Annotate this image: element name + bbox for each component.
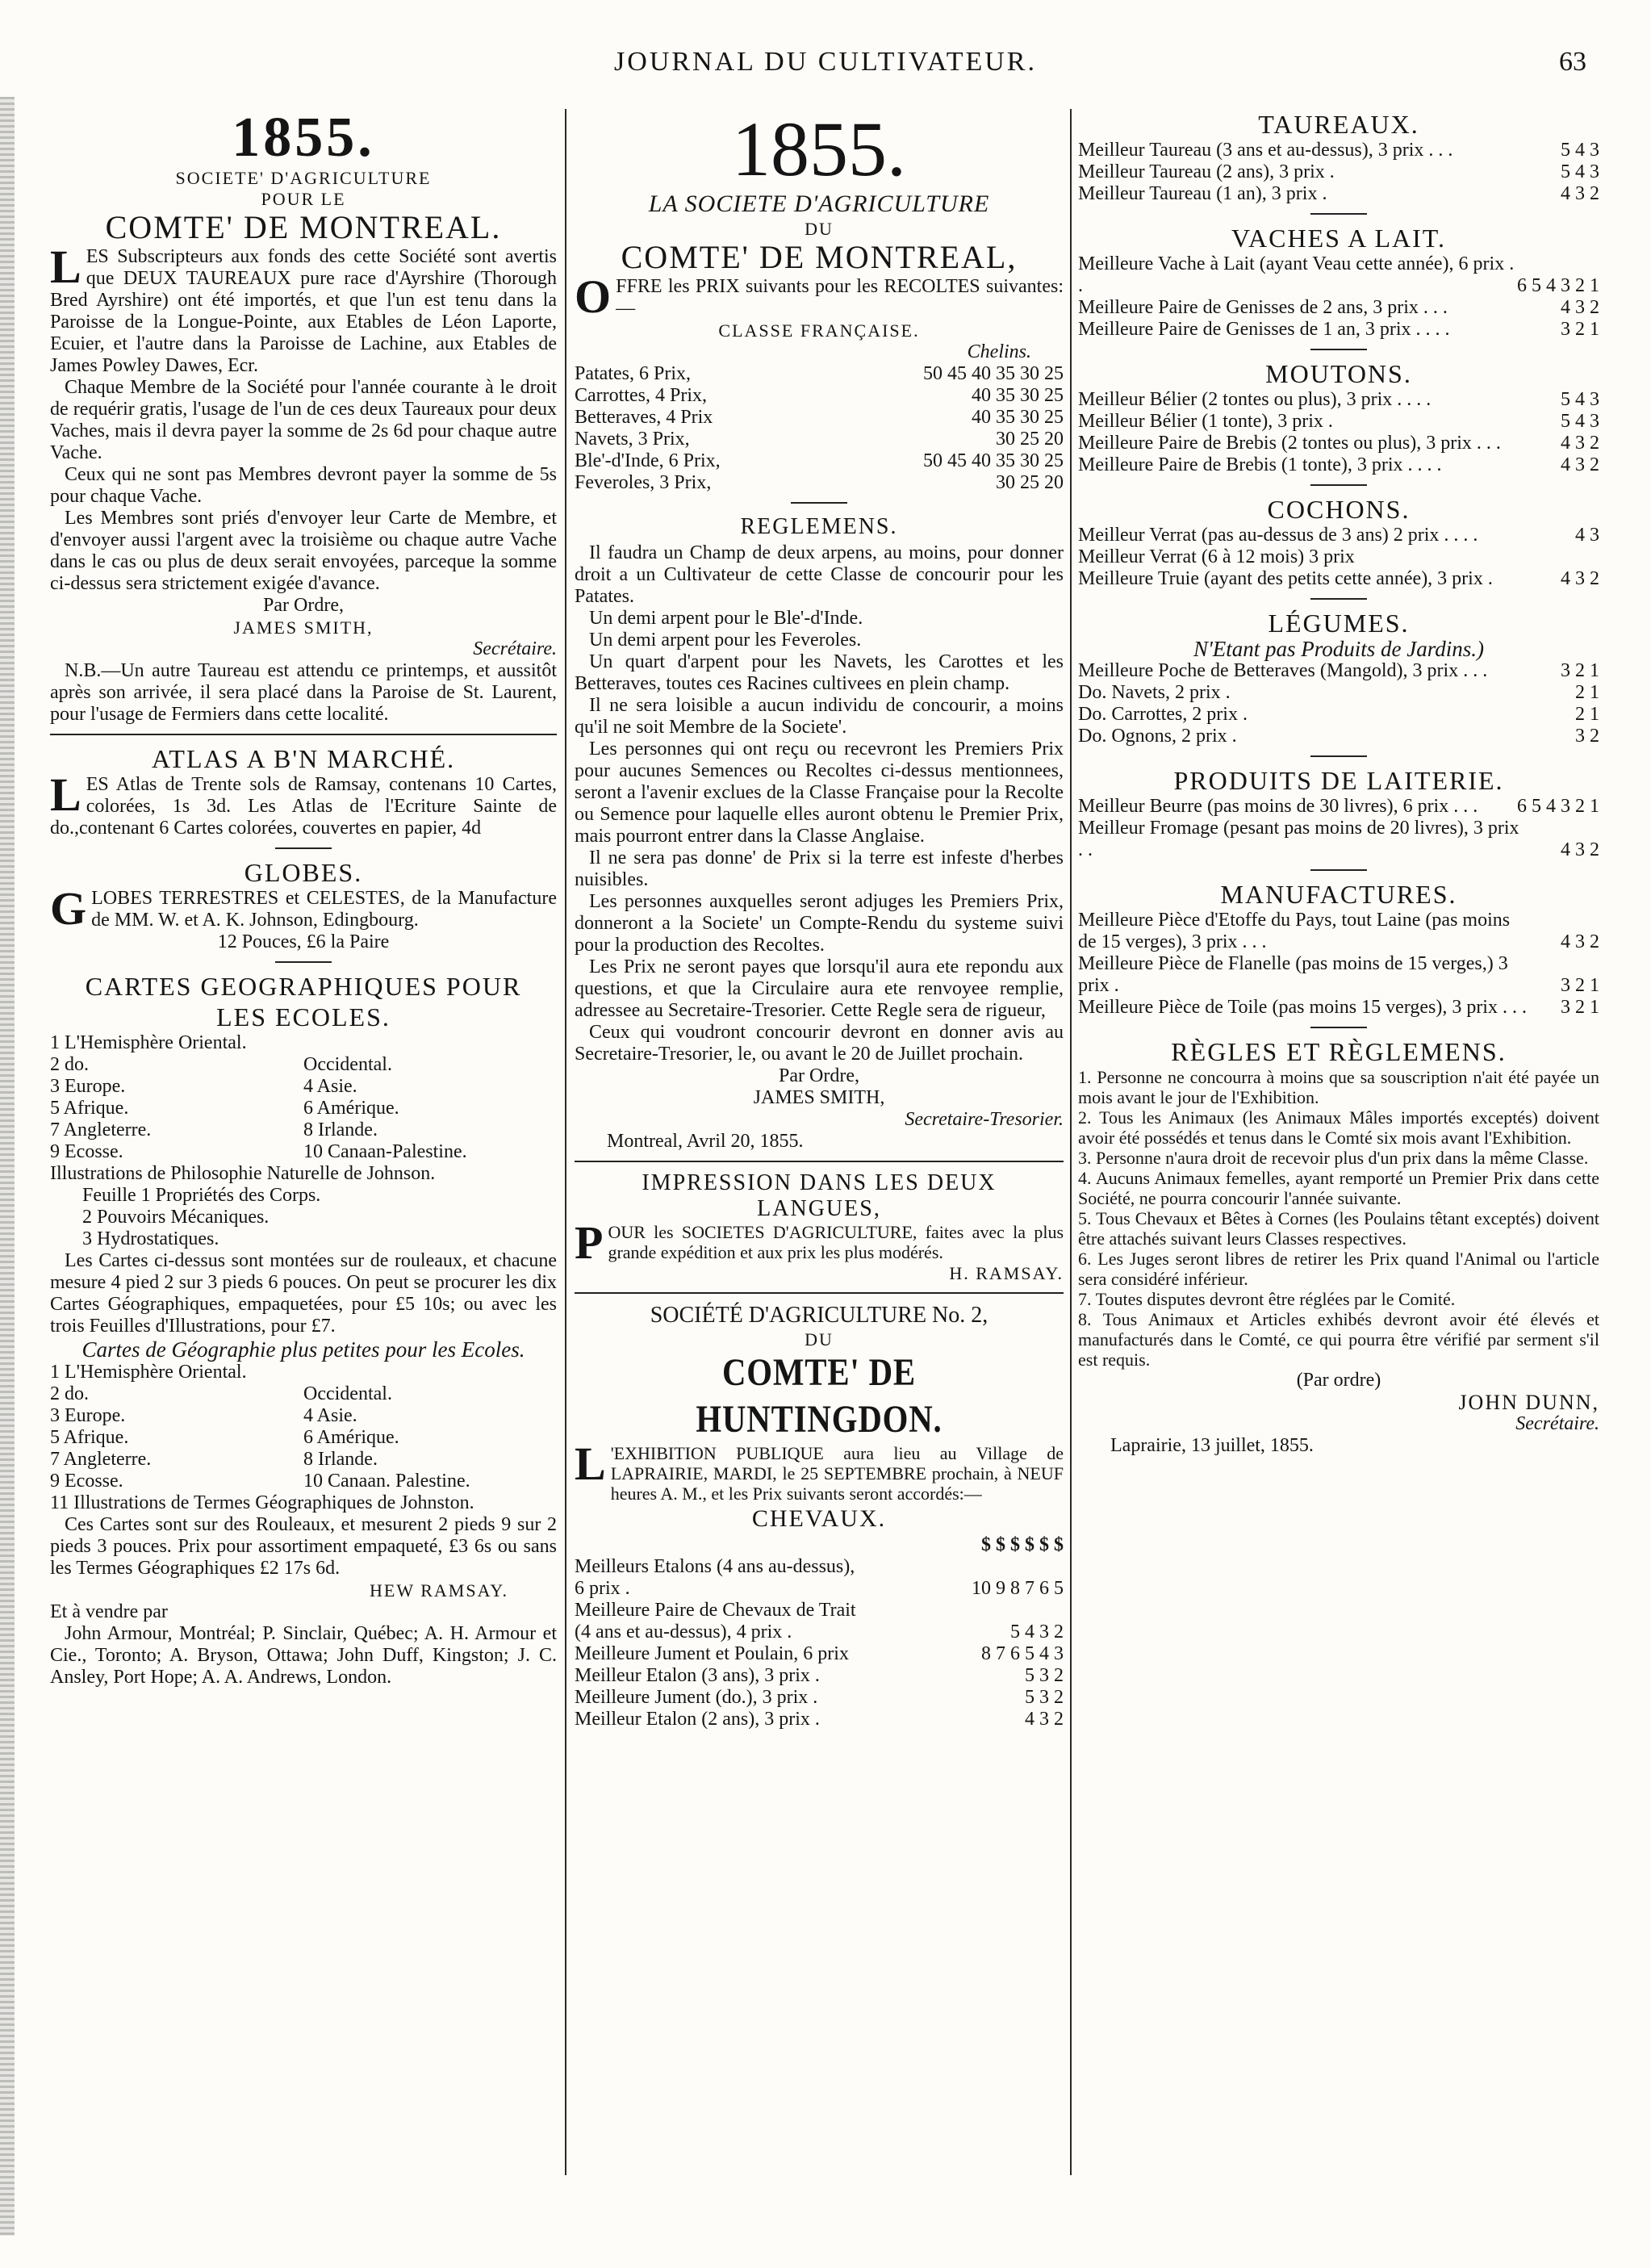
table-row	[1078, 546, 1599, 568]
petites-item-11: 11 Illustrations de Termes Géographiques de Johnston.	[50, 1492, 474, 1513]
table-row	[575, 1578, 1064, 1600]
row-label: Meilleure Paire de Genisses de 1 an, 3 prix . . . .	[1078, 319, 1450, 340]
row-label: Do. Navets, 2 prix .	[1078, 682, 1231, 703]
row-label: Meilleur Taureau (2 ans), 3 prix .	[1078, 161, 1335, 182]
list-item-right: Occidental.	[303, 1383, 392, 1404]
cartes-list	[50, 1032, 557, 1163]
divider	[1310, 484, 1367, 486]
reglemens-paragraph: Les personnes qui ont reçu ou recevront les Premiers Prix pour aucunes Semences ou Recoltes ci-dessus mentionnees, seront a l'avenir exclues de la Classe Française pour la Recolte ou Semence pour laquelle elles auront obtenu le Premier Prix, mais pourront entrer dans la Classe Anglaise.	[575, 739, 1064, 847]
date-line: Laprairie, 13 juillet, 1855.	[1110, 1435, 1314, 1456]
row-values: 4 3 2	[1025, 1709, 1064, 1730]
table-row	[575, 429, 1064, 450]
table-row	[1078, 660, 1599, 682]
table-row	[1078, 568, 1599, 590]
table-row	[1078, 704, 1599, 726]
impression-title: IMPRESSION DANS LES DEUX	[642, 1170, 997, 1195]
row-label: Meilleur Bélier (2 tontes ou plus), 3 prix . . . .	[1078, 389, 1432, 410]
row-label: Meilleur Taureau (1 an), 3 prix .	[1078, 183, 1327, 204]
table-row	[575, 1687, 1064, 1709]
impression-title: LANGUES,	[757, 1196, 881, 1221]
signature: JAMES SMITH,	[753, 1087, 885, 1108]
table-row	[1078, 319, 1599, 341]
chevaux-title: CHEVAUX.	[751, 1505, 887, 1532]
table-row	[575, 1709, 1064, 1730]
row-label: Do. Carrottes, 2 prix .	[1078, 704, 1248, 725]
row-values: 4 3 2	[1561, 183, 1599, 204]
column-right	[1078, 109, 1599, 2207]
table-row	[1078, 411, 1599, 433]
row-values: 3 2	[1575, 726, 1599, 747]
globes-text: GLOBES TERRESTRES et CELESTES, de la Manufacture de MM. W. et A. K. Johnson, Edingbourg.	[50, 882, 557, 935]
list-item-left: 9 Ecosse.	[50, 1471, 123, 1492]
list-item-left: 2 do.	[50, 1054, 89, 1075]
table-row	[575, 472, 1064, 494]
list-item	[50, 1471, 557, 1492]
list-item-left: 2 do.	[50, 1383, 89, 1404]
moutons-table	[1078, 389, 1599, 476]
table-row	[1078, 140, 1599, 161]
list-item	[50, 1383, 557, 1405]
row-label: Navets, 3 Prix,	[575, 429, 690, 450]
regle-item: 1. Personne ne concourra à moins que sa souscription n'ait été payée un mois avant le jour de l'Exhibition.	[1078, 1067, 1599, 1107]
reglemens-paragraph: Un quart d'arpent pour les Navets, les Carottes et les Betteraves, toutes ces Racines cultivees en plein champ.	[575, 651, 1064, 694]
feuille-item: 3 Hydrostatiques.	[82, 1228, 219, 1249]
divider	[1310, 1027, 1367, 1028]
signature: JAMES SMITH,	[233, 617, 374, 638]
list-item-right: 6 Amérique.	[303, 1427, 399, 1448]
reglemens-paragraph: Un demi arpent pour les Feveroles.	[589, 630, 862, 651]
list-item-left: 7 Angleterre.	[50, 1119, 152, 1140]
society-title: COMTE' DE MONTREAL,	[621, 239, 1018, 275]
cartes-title: CARTES GEOGRAPHIQUES POUR	[85, 972, 522, 1001]
row-label: Carrottes, 4 Prix,	[575, 385, 707, 406]
notice-paragraph: Les Membres sont priés d'envoyer leur Carte de Membre, et d'envoyer aussi l'argent avec la troisième ou chaque autre Vache dans le cas ou plus de deux serait envoyées, parceque la somme ci-dessus sera strictement exigée d'avance.	[50, 508, 557, 594]
table-row	[575, 1665, 1064, 1687]
row-values: 2 1	[1575, 682, 1599, 703]
row-values: 30 25 20	[996, 472, 1064, 493]
year-heading: 1855.	[732, 109, 906, 192]
petites-list	[50, 1362, 557, 1492]
divider	[575, 1292, 1064, 1294]
page-number: 63	[1559, 47, 1586, 77]
row-label: Feveroles, 3 Prix,	[575, 472, 712, 493]
table-row	[1078, 161, 1599, 183]
ramsay-signature: H. RAMSAY.	[949, 1263, 1064, 1283]
row-label: Meilleure Pièce d'Etoffe du Pays, tout Laine (pas moins de 15 verges), 3 prix . . .	[1078, 910, 1511, 952]
regle-item: 7. Toutes disputes devront être réglées par le Comité.	[1078, 1289, 1456, 1309]
huntingdon-title: COMTE' DE HUNTINGDON.	[696, 1351, 943, 1441]
row-label: Meilleure Truie (ayant des petits cette année), 3 prix .	[1078, 568, 1493, 589]
list-item-right: 10 Canaan. Palestine.	[303, 1471, 470, 1492]
regles-list	[1078, 1067, 1599, 1370]
vaches-table	[1078, 253, 1599, 341]
offre-text: OFFRE les PRIX suivants pour les RECOLTES suivantes:—	[575, 270, 1064, 323]
regle-item: 6. Les Juges seront libres de retirer les Prix quand l'Animal ou l'article sera considéré inférieur.	[1078, 1249, 1599, 1289]
row-label: Ble'-d'Inde, 6 Prix,	[575, 450, 721, 471]
regle-item: 5. Tous Chevaux et Bêtes à Cornes (les Poulains têtant exceptés) doivent être attachés suivant leurs Classes respectives.	[1078, 1208, 1599, 1249]
row-label: Meilleure Paire de Genisses de 2 ans, 3 prix . . .	[1078, 297, 1448, 318]
par-ordre: Par Ordre,	[263, 595, 344, 616]
row-values: 30 25 20	[996, 429, 1064, 450]
list-item-left: 5 Afrique.	[50, 1098, 129, 1119]
row-label: Meilleur Etalon (3 ans), 3 prix .	[575, 1665, 820, 1686]
row-values: 5 3 2	[1025, 1665, 1064, 1686]
column-rule	[565, 109, 566, 2175]
signature-hew: HEW RAMSAY.	[370, 1580, 508, 1601]
divider	[791, 502, 847, 504]
cochons-title: COCHONS.	[1267, 495, 1411, 524]
row-label: Meilleure Jument et Poulain, 6 prix	[575, 1643, 849, 1664]
list-item-left: 1 L'Hemisphère Oriental.	[50, 1032, 247, 1053]
table-row	[575, 450, 1064, 472]
row-label: Meilleur Taureau (3 ans et au-dessus), 3 prix . . .	[1078, 140, 1453, 161]
list-item-left: 9 Ecosse.	[50, 1141, 123, 1162]
row-values: 4 3 2	[1561, 568, 1599, 589]
legumes-subtitle: N'Etant pas Produits de Jardins.)	[1193, 637, 1485, 661]
row-values: 50 45 40 35 30 25	[923, 450, 1064, 471]
row-values: 40 35 30 25	[972, 407, 1064, 428]
row-values: 4 3 2	[1561, 454, 1599, 475]
society-line: SOCIETE' D'AGRICULTURE	[175, 168, 432, 188]
row-values: 4 3 2	[1561, 297, 1599, 318]
table-row	[1078, 682, 1599, 704]
table-row	[1078, 818, 1599, 861]
reglemens-paragraph: Un demi arpent pour le Ble'-d'Inde.	[589, 608, 863, 629]
row-label: Betteraves, 4 Prix	[575, 407, 713, 428]
row-values: 2 1	[1575, 704, 1599, 725]
row-values: 4 3 2	[1561, 433, 1599, 454]
notice-paragraph: LES Subscripteurs aux fonds des cette Société sont avertis que DEUX TAUREAUX pure race d'Ayrshire (Thorough Bred Ayrshire) ont été importés, et que l'un est tenu dans la Paroisse de la Longue-Pointe, aux Etables de Léon Laporte, Ecuier, et l'autre dans la Paroisse de Lachine, aux Etables de James Powley Dawes, Ecr.	[50, 241, 557, 376]
table-row	[1078, 389, 1599, 411]
society-line: POUR LE	[261, 189, 346, 209]
table-row	[1078, 796, 1599, 818]
classe-label: CLASSE FRANÇAISE.	[718, 320, 920, 341]
drop-cap: L	[50, 241, 82, 293]
reglemens-paragraph: Ceux qui voudront concourir devront en donner avis au Secretaire-Tresorier, le, ou avant le 20 de Juillet prochain.	[575, 1022, 1064, 1065]
manufactures-table	[1078, 910, 1599, 1019]
table-row	[1078, 953, 1599, 997]
table-row	[1078, 183, 1599, 205]
divider	[275, 847, 332, 849]
cartes-paragraph: Les Cartes ci-dessus sont montées sur de rouleaux, et chacune mesure 4 pied 2 sur 3 pieds 6 pouces. On peut se procurer les dix Cartes Géographiques, empaquetées, pour £5 10s; ou avec les trois Feuilles d'Illustrations, pour £7.	[50, 1250, 557, 1337]
chelins-label: Chelins.	[967, 341, 1031, 362]
taureaux-title: TAUREAUX.	[1258, 110, 1419, 139]
table-row	[1078, 253, 1599, 297]
divider	[1310, 349, 1367, 350]
feuille-item: 2 Pouvoirs Mécaniques.	[82, 1207, 270, 1228]
column-middle	[575, 109, 1064, 2207]
signature-title: Secrétaire.	[1515, 1413, 1599, 1434]
reglemens-paragraph: Les Prix ne seront payes que lorsqu'il aura ete repondu aux questions, et que la Circulaire aura ete renvoyee remplie, adressee au Secretaire-Tresorier. Cette Regle sera de rigueur,	[575, 956, 1064, 1021]
running-title: JOURNAL DU CULTIVATEUR.	[614, 47, 1037, 77]
regle-item: 8. Tous Animaux et Articles exhibés devront avoir été élevés et manufacturés dans le Comté, ce qui pourra être vérifié par serment s'il est requis.	[1078, 1309, 1599, 1370]
table-row	[1078, 454, 1599, 476]
row-label: Meilleurs Etalons (4 ans au-dessus),	[575, 1556, 855, 1577]
reglemens-paragraph: Il ne sera loisible a aucun individu de concourir, a moins qu'il ne soit Membre de la Societe'.	[575, 695, 1064, 738]
notice-paragraph: Chaque Membre de la Société pour l'année courante à le droit de requérir gratis, l'usage de l'un de ces deux Taureaux pour deux Vaches, mais il devra payer la somme de 2s 6d pour chaque autre Vache.	[50, 377, 557, 463]
reglemens-paragraph: Il faudra un Champ de deux arpens, au moins, pour donner droit a un Cultivateur de cette Classe de concourir pour les Patates.	[575, 542, 1064, 607]
row-values: 3 2 1	[1561, 319, 1599, 340]
feuille-list	[50, 1185, 557, 1250]
list-item-left: 7 Angleterre.	[50, 1449, 152, 1470]
row-label: Meilleur Etalon (2 ans), 3 prix .	[575, 1709, 820, 1730]
row-values: 6 5 4 3 2 1	[1517, 275, 1599, 296]
row-values: 3 2 1	[1561, 997, 1599, 1018]
row-label: Meilleur Bélier (1 tonte), 3 prix .	[1078, 411, 1333, 432]
list-item-right	[303, 1362, 557, 1383]
row-label: Meilleure Paire de Brebis (2 tontes ou plus), 3 prix . . .	[1078, 433, 1501, 454]
row-values: 3 2 1	[1561, 660, 1599, 681]
laiterie-title: PRODUITS DE LAITERIE.	[1173, 766, 1504, 795]
row-values: 3 2 1	[1561, 975, 1599, 996]
feuille-item: Feuille 1 Propriétés des Corps.	[82, 1185, 321, 1206]
row-values: 40 35 30 25	[972, 385, 1064, 406]
table-row	[575, 385, 1064, 407]
page-header	[32, 47, 1619, 82]
row-values: 5 4 3	[1561, 161, 1599, 182]
reglemens-paragraphs	[575, 542, 1064, 1065]
nota-bene: N.B.—Un autre Taureau est attendu ce printemps, et aussitôt après son arrivée, il sera placé dans la Paroise de St. Laurent, pour l'usage de Fermiers dans cette localité.	[50, 660, 557, 725]
column-left	[50, 109, 557, 2207]
table-row	[575, 1600, 1064, 1621]
row-label: Meilleur Fromage (pesant pas moins de 20 livres), 3 prix . .	[1078, 818, 1519, 860]
vaches-title: VACHES A LAIT.	[1231, 224, 1446, 253]
list-item	[50, 1449, 557, 1471]
prices-table	[575, 363, 1064, 494]
manufactures-title: MANUFACTURES.	[1220, 880, 1457, 909]
row-label: Meilleur Beurre (pas moins de 30 livres), 6 prix . . .	[1078, 796, 1478, 817]
row-label: 6 prix .	[575, 1578, 630, 1599]
row-label: Meilleure Jument (do.), 3 prix .	[575, 1687, 818, 1708]
list-item-left: 3 Europe.	[50, 1076, 126, 1097]
reglemens-paragraph: Les personnes auxquelles seront adjuges les Premiers Prix, donneront a la Societe' un Compte-Rendu du systeme suivi pour la production des Recoltes.	[575, 891, 1064, 956]
laiterie-table	[1078, 796, 1599, 861]
row-values: 6 5 4 3 2 1	[1517, 796, 1599, 817]
divider	[1310, 755, 1367, 757]
exhibition-text: L 'EXHIBITION PUBLIQUE aura lieu au Village de LAPRAIRIE, MARDI, le 25 SEPTEMBRE prochain, à NEUF heures A. M., et les Prix suivants seront accordés:—	[575, 1437, 1064, 1504]
dollar-header: $ $ $ $ $ $	[981, 1534, 1064, 1555]
vendre-line: Et à vendre par	[50, 1601, 168, 1622]
list-item	[50, 1098, 557, 1119]
legumes-table	[1078, 660, 1599, 747]
row-values: 8 7 6 5 4 3	[981, 1643, 1064, 1664]
row-values: 5 4 3 2	[1010, 1621, 1064, 1642]
row-values: 4 3 2	[1561, 931, 1599, 952]
cartes-paragraph-2: Ces Cartes sont sur des Rouleaux, et mesurent 2 pieds 9 sur 2 pieds 3 pouces. Prix pour assortiment empaqueté, £3 6s ou sans les Termes Géographiques £2 17s 6d.	[50, 1514, 557, 1579]
row-label: Meilleure Poche de Betteraves (Mangold), 3 prix . . .	[1078, 660, 1488, 681]
taureaux-table	[1078, 140, 1599, 205]
chevaux-table	[575, 1556, 1064, 1730]
row-values: 5 4 3	[1561, 389, 1599, 410]
row-label: Meilleure Vache à Lait (ayant Veau cette année), 6 prix . .	[1078, 253, 1515, 296]
signature-title: Secrétaire.	[473, 638, 557, 659]
list-item-left: 3 Europe.	[50, 1405, 126, 1426]
signature: JOHN DUNN,	[1458, 1391, 1599, 1414]
list-item-right: Occidental.	[303, 1054, 392, 1075]
list-item	[50, 1032, 557, 1054]
list-item	[50, 1362, 557, 1383]
row-values: 5 4 3	[1561, 411, 1599, 432]
list-item	[50, 1119, 557, 1141]
par-ordre: Par Ordre,	[779, 1065, 859, 1086]
date-line: Montreal, Avril 20, 1855.	[607, 1131, 804, 1152]
signature-title: Secretaire-Tresorier.	[905, 1109, 1064, 1130]
cochons-table	[1078, 525, 1599, 590]
table-row	[575, 1621, 1064, 1643]
society2-du: DU	[805, 1329, 834, 1350]
vendre-text: John Armour, Montréal; P. Sinclair, Québec; A. H. Armour et Cie., Toronto; A. Bryson, Ottawa; John Duff, Kingston; J. C. Ansley, Port Hope; A. A. Andrews, London.	[50, 1623, 557, 1688]
table-row	[1078, 433, 1599, 454]
regle-item: 2. Tous les Animaux (les Animaux Mâles importés exceptés) doivent avoir été possédés et tenus dans le Comté six mois avant l'Exhibition.	[1078, 1107, 1599, 1148]
row-label: Meilleure Paire de Chevaux de Trait	[575, 1600, 856, 1621]
row-label: Meilleure Pièce de Toile (pas moins 15 verges), 3 prix . . .	[1078, 997, 1527, 1018]
year-heading: 1855.	[232, 109, 375, 169]
row-label: Meilleur Verrat (pas au-dessus de 3 ans) 2 prix . . . .	[1078, 525, 1478, 546]
column-rule	[1070, 109, 1072, 2175]
row-values: 4 3 2	[1561, 839, 1599, 860]
list-item	[50, 1405, 557, 1427]
legumes-title: LÉGUMES.	[1268, 609, 1410, 638]
row-label: Patates, 6 Prix,	[575, 363, 691, 384]
table-row	[575, 363, 1064, 385]
table-row	[575, 407, 1064, 429]
atlas-title: ATLAS A B'N MARCHÉ.	[151, 744, 456, 773]
divider	[50, 734, 557, 735]
row-values: 4 3	[1575, 525, 1599, 546]
petites-title: Cartes de Géographie plus petites pour les Ecoles.	[82, 1337, 525, 1362]
cartes-title: LES ECOLES.	[216, 1002, 391, 1031]
table-row	[1078, 297, 1599, 319]
row-label: Meilleure Paire de Brebis (1 tonte), 3 prix . . . .	[1078, 454, 1442, 475]
list-item-right	[303, 1032, 557, 1054]
society-line: LA SOCIETE D'AGRICULTURE	[648, 190, 990, 217]
table-row	[1078, 726, 1599, 747]
atlas-text: LES Atlas de Trente sols de Ramsay, contenans 10 Cartes, colorées, 1s 3d. Les Atlas de l'Ecriture Sainte de do.,contenant 6 Cartes colorées, couvertes en papier, 4d	[50, 768, 557, 839]
impression-text: POUR les SOCIETES D'AGRICULTURE, faites avec la plus grande expédition et aux prix les plus modérés.	[575, 1216, 1064, 1269]
reglemens-paragraph: Il ne sera pas donne' de Prix si la terre est infeste d'herbes nuisibles.	[575, 847, 1064, 890]
reglemens-title: REGLEMENS.	[740, 514, 898, 539]
divider	[275, 961, 332, 963]
table-row	[575, 1643, 1064, 1665]
list-item-right: 8 Irlande.	[303, 1119, 378, 1140]
society2-line: SOCIÉTÉ D'AGRICULTURE No. 2,	[650, 1303, 989, 1328]
row-label: Meilleure Pièce de Flanelle (pas moins de 15 verges,) 3 prix .	[1078, 953, 1508, 996]
table-row	[1078, 910, 1599, 953]
illustrations-line: Illustrations de Philosophie Naturelle de Johnson.	[50, 1163, 436, 1184]
row-label: Meilleur Verrat (6 à 12 mois) 3 prix	[1078, 546, 1355, 567]
row-label: Do. Ognons, 2 prix .	[1078, 726, 1237, 747]
list-item-right: 6 Amérique.	[303, 1098, 399, 1119]
regles-title: RÈGLES ET RÈGLEMENS.	[1171, 1037, 1507, 1066]
table-row	[1078, 525, 1599, 546]
row-values: 5 4 3	[1561, 140, 1599, 161]
list-item	[50, 1141, 557, 1163]
row-values: 50 45 40 35 30 25	[923, 363, 1064, 384]
globes-title: GLOBES.	[244, 858, 363, 887]
list-item-right: 8 Irlande.	[303, 1449, 378, 1470]
notice-paragraph: Ceux qui ne sont pas Membres devront payer la somme de 5s pour chaque Vache.	[50, 464, 557, 507]
list-item	[50, 1054, 557, 1076]
regle-item: 3. Personne n'aura droit de recevoir plus d'un prix dans la même Classe.	[1078, 1148, 1589, 1168]
divider	[1310, 598, 1367, 600]
regle-item: 4. Aucuns Animaux femelles, ayant remporté un Premier Prix dans cette Société, ne pourra concourir l'année suivante.	[1078, 1168, 1599, 1208]
list-item-right: 4 Asie.	[303, 1076, 357, 1097]
scan-edge	[0, 97, 15, 2236]
list-item-left: 5 Afrique.	[50, 1427, 129, 1448]
list-item-right: 10 Canaan-Palestine.	[303, 1141, 467, 1162]
moutons-title: MOUTONS.	[1265, 359, 1412, 388]
society-title: COMTE' DE MONTREAL.	[105, 209, 502, 245]
row-values: 10 9 8 7 6 5	[972, 1578, 1064, 1599]
globes-price: 12 Pouces, £6 la Paire	[217, 931, 390, 952]
divider	[575, 1161, 1064, 1162]
list-item	[50, 1076, 557, 1098]
list-item-right: 4 Asie.	[303, 1405, 357, 1426]
divider	[1310, 213, 1367, 215]
society-du: DU	[805, 219, 834, 239]
table-row	[1078, 997, 1599, 1019]
list-item-left: 1 L'Hemisphère Oriental.	[50, 1362, 247, 1383]
row-label: (4 ans et au-dessus), 4 prix .	[575, 1621, 792, 1642]
par-ordre: (Par ordre)	[1296, 1370, 1381, 1391]
row-values: 5 3 2	[1025, 1687, 1064, 1708]
list-item	[50, 1427, 557, 1449]
divider	[1310, 869, 1367, 871]
table-row	[575, 1556, 1064, 1578]
